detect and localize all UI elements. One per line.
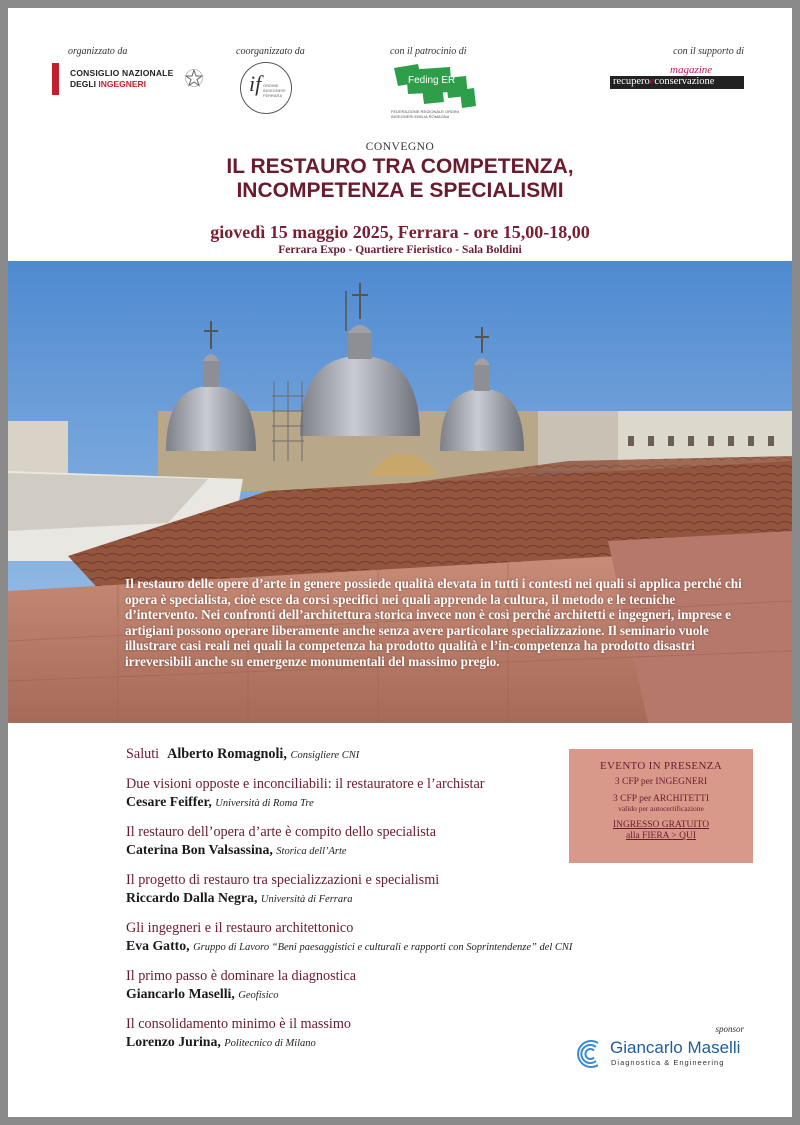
cni-logo-line1: CONSIGLIO NAZIONALE	[70, 68, 174, 78]
magazine-script: magazine	[670, 64, 713, 76]
program-speaker-line	[126, 937, 686, 956]
sponsor-label: sponsor	[715, 1024, 744, 1034]
cfp-architetti-note: valido per autocertificazione	[618, 804, 704, 813]
cfp-architetti: 3 CFP per ARCHITETTI	[613, 794, 709, 804]
program-speaker: Caterina Bon Valsassina,	[126, 842, 273, 857]
program-speaker: Riccardo Dalla Negra,	[126, 890, 258, 905]
title-line-2: INCOMPETENZA E SPECIALISMI	[236, 179, 564, 202]
coorganizer-label: coorganizzato da	[236, 46, 305, 57]
program-affiliation: Geofisico	[238, 990, 279, 1001]
poster-page	[8, 8, 792, 1117]
saluti-label: Saluti	[126, 746, 160, 762]
recupero-conservazione-logo	[610, 64, 744, 94]
program-speaker: Giancarlo Maselli,	[126, 986, 235, 1001]
event-venue: Ferrara Expo - Quartiere Fieristico - Sala Boldini	[278, 244, 522, 256]
feding-name: Feding ER	[408, 75, 456, 86]
saluti-name: Alberto Romagnoli,	[167, 746, 287, 762]
iof-monogram: if	[249, 71, 262, 96]
program-topic: Il consolidamento minimo è il massimo	[126, 1016, 352, 1032]
italian-emblem-icon	[184, 69, 204, 87]
program-topic: Gli ingegneri e il restauro architettonico	[126, 920, 354, 936]
event-box-title: EVENTO IN PRESENZA	[600, 760, 722, 772]
program-affiliation: Storica dell’Arte	[276, 846, 347, 857]
event-info-box	[569, 749, 753, 863]
program-affiliation: Università di Ferrara	[260, 894, 353, 905]
sponsor-tagline: Diagnostica & Engineering	[611, 1058, 725, 1067]
program-topic: Due visioni opposte e inconciliabili: il restauratore e l’archistar	[126, 776, 485, 792]
program-item	[126, 920, 686, 956]
cni-logo	[52, 60, 187, 100]
intro-text: Il restauro delle opere d’arte in genere possiede qualità elevata in tutti i contesti nei quali si applica perché chi opera è specialista, cioè esce da corsi specifici nei quali apprende la cultura, il metodo e le tecniche d’intervento. Nei confronti dell’architettura storica invece non è così perché architetti e ingegneri, imprese e artigiani possono operare liberamente anche senza avere particolare specializzazione. Il seminario vuole illustrare casi reali nei quali la competenza ha prodotto qualità e l’in-competenza ha prodotto disastri irreversibili anche su emergenze monumentali del massimo pregio.	[125, 576, 742, 669]
program-topic: Il restauro dell’opera d’arte è compito dello specialista	[126, 824, 437, 840]
page-title	[8, 155, 792, 203]
free-entry-link[interactable]	[569, 820, 753, 842]
iof-text: ORDINE INGEGNERI FERRARA	[263, 83, 286, 98]
program-topic: Il progetto di restauro tra specializzazioni e specialismi	[126, 872, 440, 888]
saluti-affiliation: Consigliere CNI	[290, 750, 360, 761]
program-topic: Il primo passo è dominare la diagnostica	[126, 968, 357, 984]
organizer-label: organizzato da	[68, 46, 128, 57]
sponsor-name: Giancarlo Maselli	[610, 1038, 741, 1057]
cni-logo-line2: DEGLI INGEGNERI	[70, 79, 147, 89]
free-entry-link-line1[interactable]: INGRESSO GRATUITO	[612, 820, 710, 830]
program-speaker: Lorenzo Jurina,	[126, 1034, 221, 1049]
feding-logo	[388, 62, 478, 122]
iof-logo	[240, 62, 292, 114]
support-label: con il supporto di	[673, 46, 744, 57]
feding-subtitle: FEDERAZIONE REGIONALE ORDINI INGEGNERI EMILIA ROMAGNA	[391, 109, 460, 119]
event-date: giovedì 15 maggio 2025, Ferrara - ore 15,00-18,00	[210, 222, 590, 242]
wave-rings-icon	[576, 1039, 606, 1069]
program-item	[126, 968, 686, 1004]
cni-logo-bar	[52, 63, 59, 95]
program-affiliation: Gruppo di Lavoro “Beni paesaggistici e culturali e rapporti con Soprintendenze” del CNI	[193, 942, 573, 953]
program-speaker: Cesare Feiffer,	[126, 794, 212, 809]
recupero-words: recuperoeconservazione	[613, 76, 715, 87]
program-affiliation: Politecnico di Milano	[224, 1038, 316, 1049]
program-item	[126, 872, 686, 908]
program-speaker-line	[126, 985, 686, 1004]
patronage-label: con il patrocinio di	[390, 46, 467, 57]
program-speaker-line	[126, 889, 686, 908]
title-line-1: IL RESTAURO TRA COMPETENZA,	[226, 155, 574, 178]
cfp-ingegneri: 3 CFP per INGEGNERI	[614, 777, 708, 787]
program-affiliation: Università di Roma Tre	[215, 798, 314, 809]
free-entry-link-line2[interactable]: alla FIERA > QUI	[625, 831, 696, 841]
sponsor-logo	[576, 1038, 746, 1074]
kicker: CONVEGNO	[365, 141, 435, 153]
program-speaker: Eva Gatto,	[126, 938, 190, 953]
